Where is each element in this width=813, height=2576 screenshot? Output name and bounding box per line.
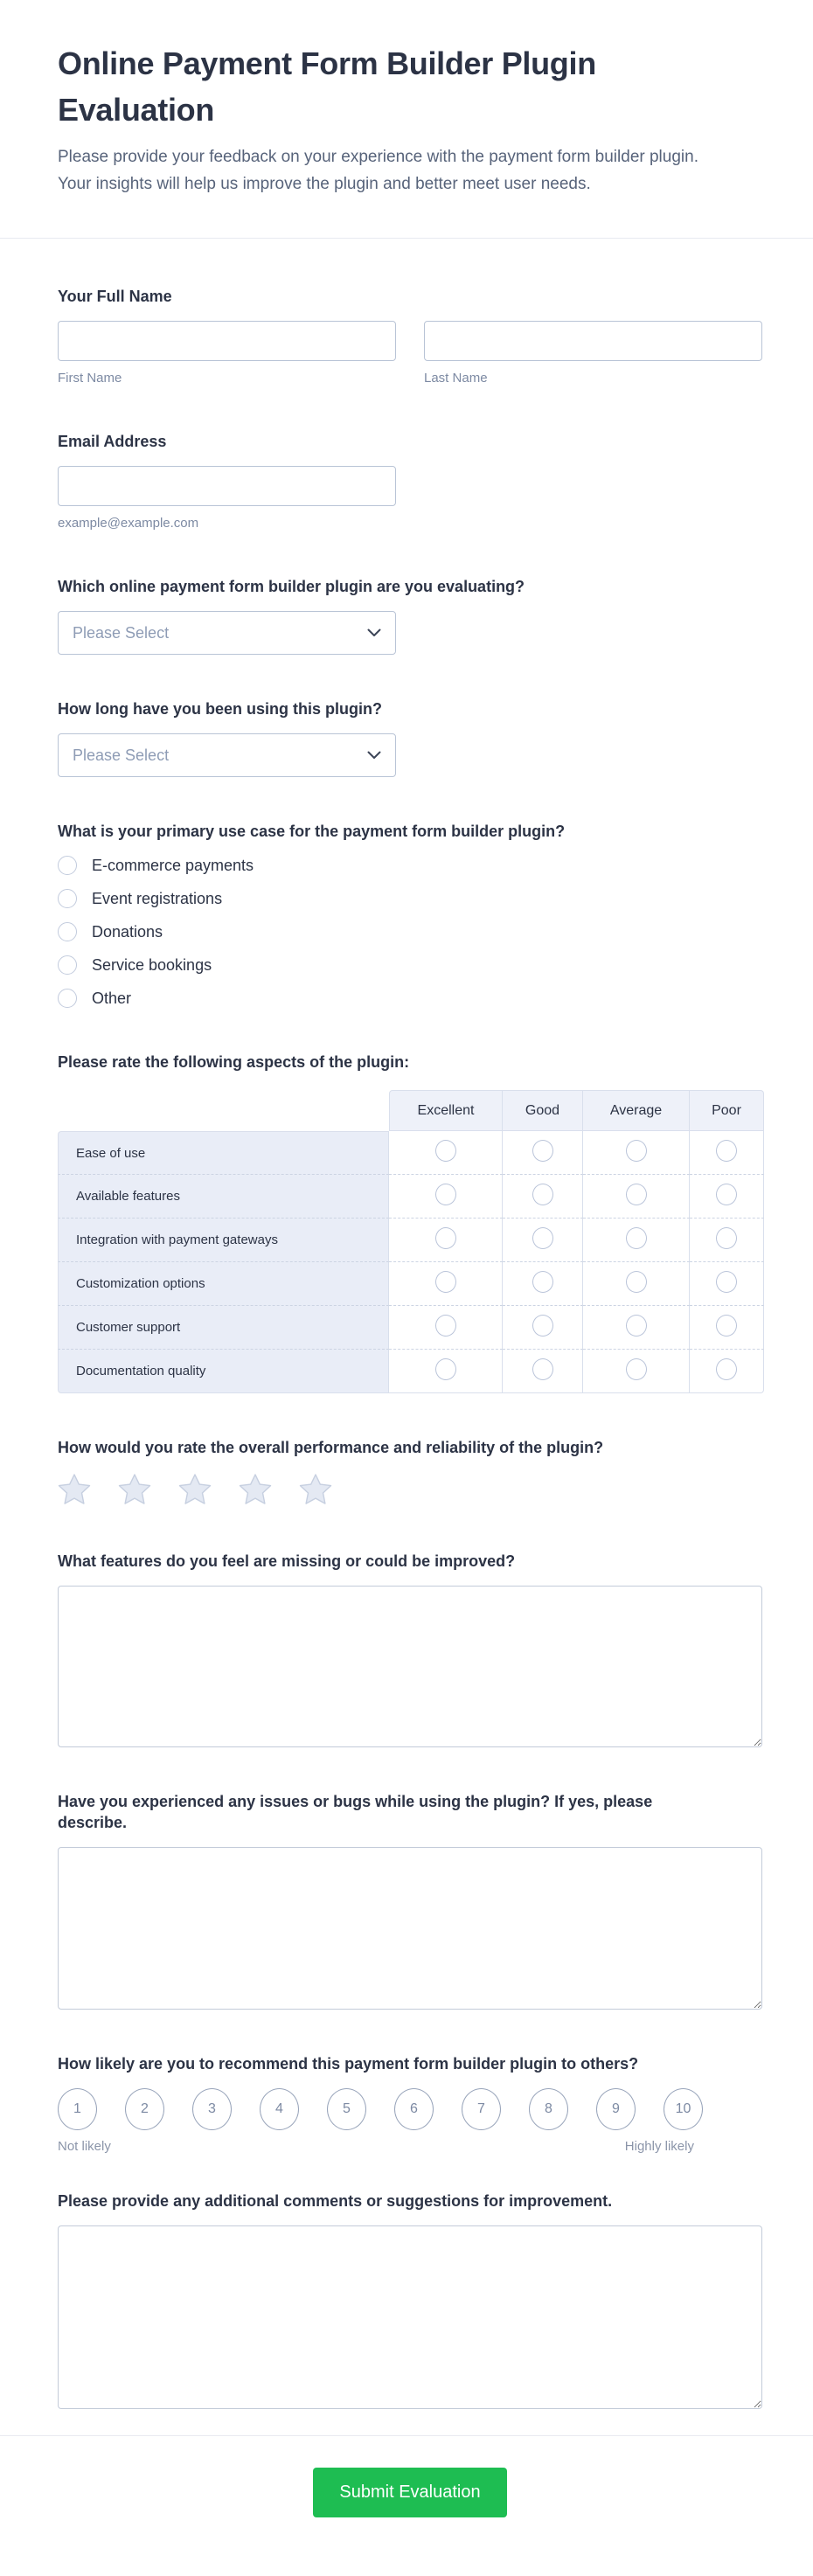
matrix-radio[interactable] [532,1271,553,1293]
field-comments [58,2191,762,2409]
full-name-label: Your Full Name [58,288,172,305]
row-label: Customer support [58,1306,389,1350]
radio-label: Other [92,989,132,1007]
matrix-radio[interactable] [716,1140,737,1162]
field-missing-features [58,1551,762,1747]
field-nps [58,2053,762,2154]
comments-textarea[interactable] [58,2225,762,2409]
overall-rating-question: How would you rate the overall performance and reliability of the plugin? [58,1439,604,1456]
matrix-radio[interactable] [626,1140,647,1162]
missing-features-question: What features do you feel are missing or could be improved? [58,1552,516,1570]
header-divider [0,238,813,239]
form-header [58,40,762,198]
matrix-radio[interactable] [716,1315,737,1337]
field-full-name [58,286,762,387]
table-row [58,1306,764,1350]
use-case-option-donations [58,922,762,941]
column-header: Excellent [389,1090,503,1131]
use-case-question: What is your primary use case for the payment form builder plugin? [58,823,566,840]
matrix-radio[interactable] [532,1227,553,1249]
table-row [58,1219,764,1262]
radio-button[interactable] [58,955,77,975]
matrix-radio[interactable] [716,1271,737,1293]
row-label: Available features [58,1175,389,1219]
form-description: Please provide your feedback on your experience with the payment form builder plugin. Your insights will help us improve the plugin and better meet user needs. [58,148,698,193]
radio-button[interactable] [58,989,77,1008]
matrix-radio[interactable] [435,1227,456,1249]
star-icon[interactable] [58,1472,91,1507]
star-icon[interactable] [118,1472,151,1507]
table-row [58,1262,764,1306]
radio-label: Service bookings [92,956,212,974]
nps-option-9[interactable]: 9 [596,2088,636,2130]
matrix-radio[interactable] [532,1140,553,1162]
nps-question: How likely are you to recommend this payment form builder plugin to others? [58,2055,639,2073]
table-header-row [58,1090,764,1131]
radio-button[interactable] [58,889,77,908]
matrix-radio[interactable] [626,1184,647,1205]
radio-label: E-commerce payments [92,857,254,874]
table-row [58,1350,764,1393]
table-row [58,1131,764,1175]
last-name-col [424,321,762,387]
nps-option-8[interactable]: 8 [529,2088,568,2130]
last-name-sublabel: Last Name [424,371,488,385]
field-use-case [58,821,762,1008]
column-header: Poor [690,1090,764,1131]
plugin-select-question: Which online payment form builder plugin are you evaluating? [58,578,525,595]
use-case-option-ecommerce [58,856,762,875]
nps-option-7[interactable]: 7 [462,2088,501,2130]
matrix-radio[interactable] [435,1271,456,1293]
radio-label: Event registrations [92,890,223,907]
matrix-radio[interactable] [626,1271,647,1293]
field-duration-select [58,698,762,777]
row-label: Documentation quality [58,1350,389,1393]
field-issues [58,1791,762,2010]
matrix-radio[interactable] [626,1315,647,1337]
use-case-option-other [58,989,762,1008]
column-header: Good [503,1090,583,1131]
issues-question: Have you experienced any issues or bugs while using the plugin? If yes, please describe. [58,1793,653,1831]
email-input[interactable] [58,466,396,506]
radio-button[interactable] [58,922,77,941]
first-name-sublabel: First Name [58,371,122,385]
duration-select-dropdown[interactable] [58,733,396,777]
rating-table [58,1090,764,1393]
matrix-radio[interactable] [716,1358,737,1380]
matrix-question: Please rate the following aspects of the plugin: [58,1053,410,1071]
last-name-input[interactable] [424,321,762,361]
email-label: Email Address [58,433,167,450]
footer-divider [0,2435,813,2436]
submit-button[interactable]: Submit Evaluation [313,2468,507,2517]
matrix-radio[interactable] [532,1184,553,1205]
duration-select-placeholder: Please Select [73,746,170,764]
page-title: Online Payment Form Builder Plugin Evaluation [58,45,596,128]
matrix-radio[interactable] [626,1358,647,1380]
row-label: Customization options [58,1262,389,1306]
form-body [58,286,762,2409]
nps-scale-labels [58,2139,694,2154]
radio-button[interactable] [58,856,77,875]
table-row [58,1175,764,1219]
chevron-down-icon [367,751,381,760]
comments-question: Please provide any additional comments or suggestions for improvement. [58,2192,613,2210]
email-sublabel: example@example.com [58,516,199,531]
star-icon[interactable] [239,1472,272,1507]
nps-scale [58,2088,694,2130]
issues-textarea[interactable] [58,1847,762,2010]
submit-row [58,2468,762,2517]
column-header: Average [583,1090,690,1131]
missing-features-textarea[interactable] [58,1586,762,1747]
matrix-radio[interactable] [532,1315,553,1337]
chevron-down-icon [367,628,381,637]
star-icon[interactable] [178,1472,212,1507]
row-label: Ease of use [58,1131,389,1175]
nps-option-2[interactable]: 2 [125,2088,164,2130]
nps-option-6[interactable]: 6 [394,2088,434,2130]
star-icon[interactable] [299,1472,332,1507]
nps-option-5[interactable]: 5 [327,2088,366,2130]
field-overall-rating [58,1437,762,1507]
matrix-radio[interactable] [716,1184,737,1205]
nps-option-4[interactable]: 4 [260,2088,299,2130]
nps-option-3[interactable]: 3 [192,2088,232,2130]
matrix-radio[interactable] [435,1140,456,1162]
matrix-radio[interactable] [532,1358,553,1380]
use-case-option-events [58,889,762,908]
nps-low-label: Not likely [58,2139,111,2154]
first-name-input[interactable] [58,321,396,361]
name-inputs-row [58,321,762,387]
nps-option-1[interactable]: 1 [58,2088,97,2130]
table-corner-cell [58,1090,389,1131]
nps-option-10[interactable]: 10 [664,2088,703,2130]
star-rating [58,1472,762,1507]
matrix-radio[interactable] [435,1315,456,1337]
plugin-select-dropdown[interactable] [58,611,396,655]
field-email [58,431,762,532]
first-name-col [58,321,396,387]
field-plugin-select [58,576,762,655]
nps-high-label: Highly likely [624,2139,694,2154]
duration-select-question: How long have you been using this plugin? [58,700,383,718]
field-matrix [58,1052,762,1393]
matrix-radio[interactable] [626,1227,647,1249]
plugin-select-placeholder: Please Select [73,623,170,642]
matrix-radio[interactable] [435,1184,456,1205]
matrix-radio[interactable] [716,1227,737,1249]
use-case-option-bookings [58,955,762,975]
radio-label: Donations [92,923,163,941]
matrix-radio[interactable] [435,1358,456,1380]
row-label: Integration with payment gateways [58,1219,389,1262]
